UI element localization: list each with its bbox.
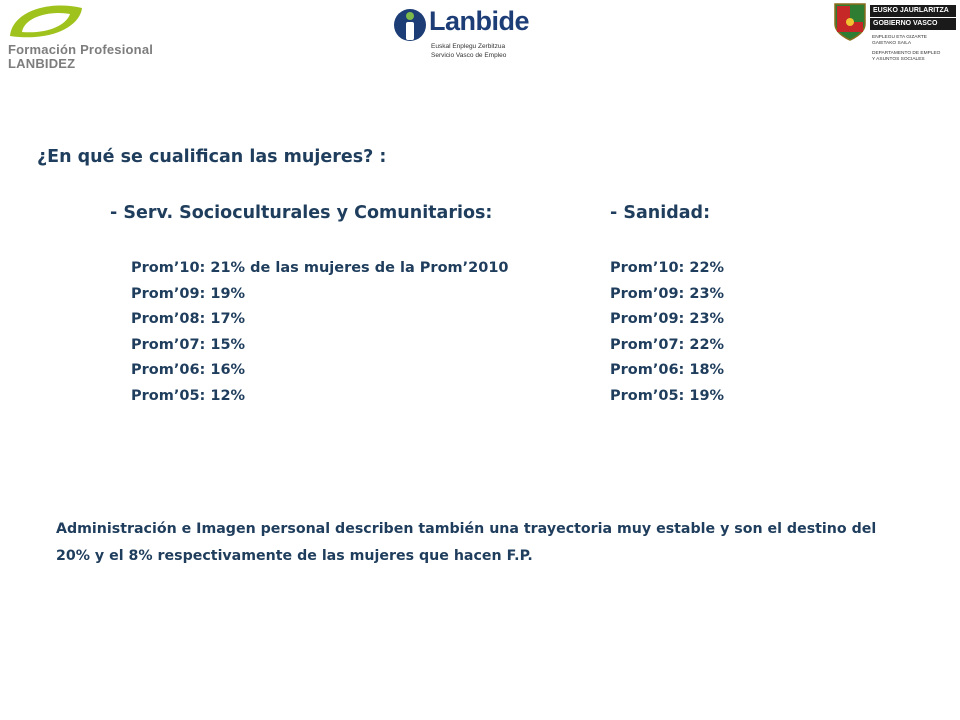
coat-of-arms-icon bbox=[832, 2, 868, 42]
lanbide-wordmark: Lanbide bbox=[429, 6, 530, 36]
formacion-profesional-logo bbox=[4, 2, 179, 74]
list-item: Prom’05: 12% bbox=[131, 387, 246, 404]
closing-note: Administración e Imagen personal describen también una trayectoria muy estable y son el destino del 20% y el 8% respectivamente de las mujeres que hacen F.P. bbox=[56, 521, 877, 564]
list-item: Prom’10: 21% de las mujeres de la Prom’2010 bbox=[131, 260, 509, 276]
fp-logo-line2: LANBIDEZ bbox=[8, 56, 76, 71]
list-item: Prom’07: 15% bbox=[131, 336, 246, 353]
sanidad-title: - Sanidad: bbox=[610, 203, 711, 223]
fp-leaf-icon bbox=[8, 2, 88, 42]
sanidad-list bbox=[610, 258, 724, 411]
list-item: Prom’08: 17% bbox=[131, 311, 246, 327]
list-item: Prom’09: 23% bbox=[610, 285, 725, 302]
slide-heading: ¿En qué se cualifican las mujeres? : bbox=[37, 147, 387, 167]
gv-dept-line3: DEPARTAMENTO DE EMPLEO bbox=[872, 51, 941, 56]
list-item: Prom’06: 18% bbox=[610, 362, 725, 378]
lanbide-person-icon bbox=[393, 6, 427, 46]
gv-name-spanish: GOBIERNO VASCO bbox=[870, 18, 956, 30]
lanbide-tagline-basque: Euskal Enplegu Zerbitzua bbox=[431, 43, 506, 50]
gv-dept-line1: ENPLEGU ETA GIZARTE bbox=[872, 35, 927, 40]
socioculturales-list bbox=[131, 258, 509, 411]
gv-dept-line4: Y ASUNTOS SOCIALES bbox=[872, 57, 925, 62]
list-item: Prom’05: 19% bbox=[610, 387, 725, 404]
lanbide-tagline-spanish: Servicio Vasco de Empleo bbox=[431, 52, 507, 59]
list-item: Prom’09: 19% bbox=[131, 285, 246, 302]
lanbide-logo bbox=[393, 6, 543, 66]
gv-dept-line2: GAIETAKO SAILA bbox=[872, 41, 912, 46]
list-item: Prom’06: 16% bbox=[131, 362, 246, 378]
socioculturales-title: - Serv. Socioculturales y Comunitarios: bbox=[110, 203, 493, 223]
list-item: Prom’07: 22% bbox=[610, 336, 725, 353]
list-item: Prom’10: 22% bbox=[610, 260, 725, 276]
gv-name-basque: EUSKO JAURLARITZA bbox=[870, 5, 956, 17]
fp-logo-line1: Formación Profesional bbox=[8, 42, 154, 57]
list-item: Prom’09: 23% bbox=[610, 311, 725, 327]
gobierno-vasco-logo bbox=[832, 2, 956, 68]
